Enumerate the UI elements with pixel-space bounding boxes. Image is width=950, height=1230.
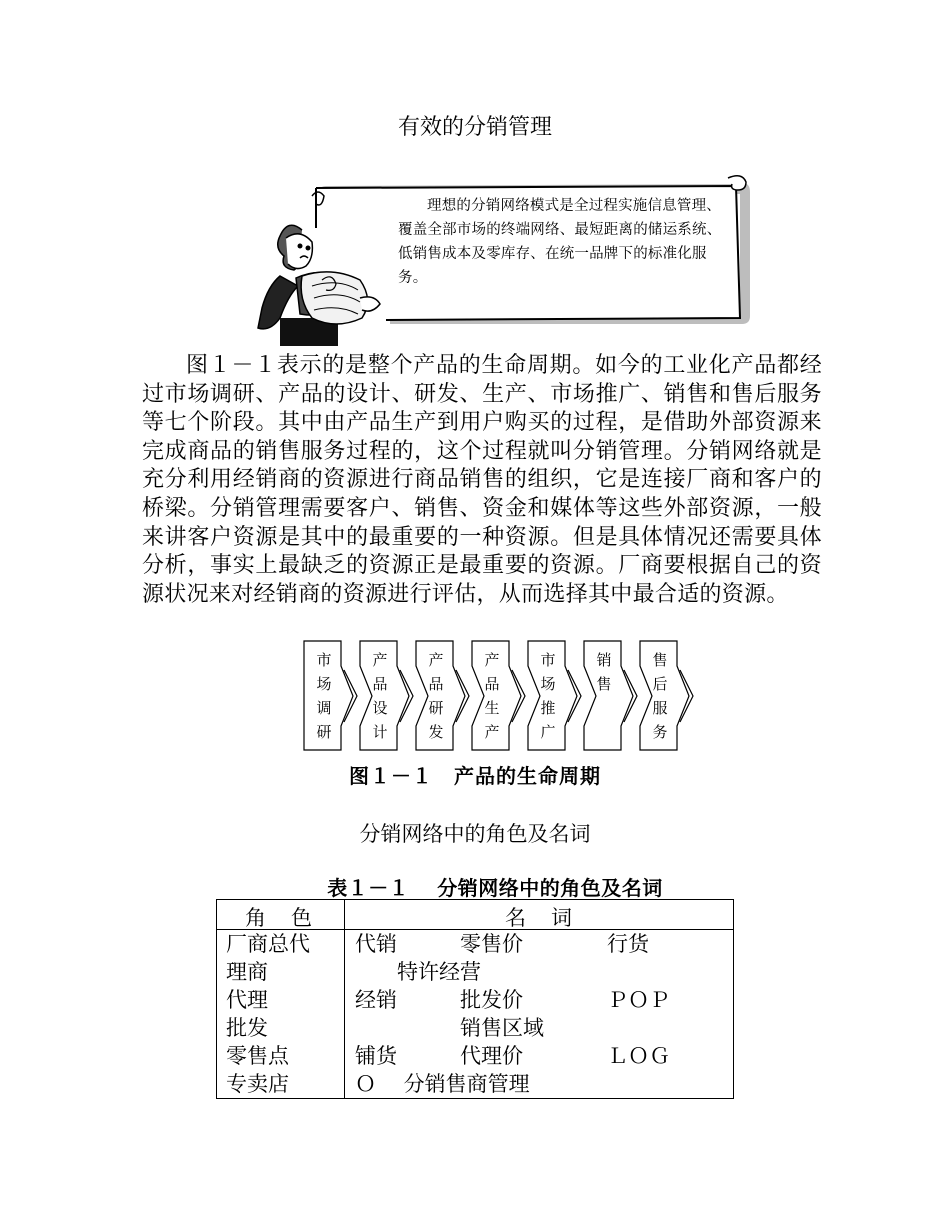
flow-stage-char: 产	[484, 651, 500, 669]
flow-stage-char: 场	[540, 675, 556, 693]
flow-stage-char: 产	[372, 651, 388, 669]
flow-stage-label	[311, 648, 337, 744]
flow-stage-char: 计	[372, 723, 388, 741]
flow-stage-char: 市	[316, 651, 332, 669]
flow-stage-char: 产	[428, 651, 444, 669]
flow-stage-char: 研	[316, 723, 332, 741]
table-terms-line: 铺货 代理价 ＬＯＧ	[355, 1044, 670, 1068]
flow-stage-char: 务	[652, 723, 668, 741]
flow-stage-label	[647, 648, 673, 744]
table-role-cell: 批发	[226, 1016, 268, 1040]
product-lifecycle-diagram	[303, 640, 703, 752]
flow-stage-char: 服	[652, 699, 668, 717]
flow-stage-char: 品	[428, 675, 444, 693]
flow-stage-char: 场	[316, 675, 332, 693]
table-role-cell: 代理	[226, 988, 268, 1012]
flow-stage-label	[423, 648, 449, 744]
figure-caption: 图１－１ 产品的生命周期	[349, 764, 601, 788]
flow-stage-char: 调	[316, 699, 332, 717]
flow-stage-char: 发	[428, 723, 444, 741]
flow-stage-char: 品	[484, 675, 500, 693]
table-terms-line: 经销 批发价 ＰＯＰ	[355, 988, 670, 1012]
flow-stage-label	[367, 648, 393, 744]
flow-stage-char: 广	[540, 723, 556, 741]
table-header-terms: 名 词	[505, 906, 574, 930]
callout-box	[240, 168, 760, 350]
table-role-cell: 厂商总代	[226, 932, 310, 956]
body-paragraph: 图１－１表示的是整个产品的生命周期。如今的工业化产品都经过市场调研、产品的设计、研发、生产、市场推广、销售和售后服务等七个阶段。其中由产品生产到用户购买的过程，是借助外部资源来完成商品的销售服务过程的，这个过程就叫分销管理。分销网络就是充分利用经销商的资源进行商品销售的组织，它是连接厂商和客户的桥梁。分销管理需要客户、销售、资金和媒体等这些外部资源，一般来讲客户资源是其中的最重要的一种资源。但是具体情况还需要具体分析，事实上最缺乏的资源正是最重要的资源。厂商要根据自己的资源状况来对经销商的资源进行评估，从而选择其中最合适的资源。	[142, 353, 822, 607]
table-terms-line: 代销 零售价 行货	[355, 932, 649, 956]
flow-stage-char: 市	[540, 651, 556, 669]
flow-stage-char: 售	[652, 651, 668, 669]
section-title: 分销网络中的角色及名词	[359, 822, 591, 846]
roles-terms-table	[216, 899, 734, 1099]
flow-stage-char: 生	[484, 699, 500, 717]
table-role-cell: 专卖店	[226, 1072, 289, 1096]
table-caption: 表１－１ 分销网络中的角色及名词	[327, 876, 663, 900]
flow-stage-char: 推	[540, 699, 556, 717]
flow-stage-label	[479, 648, 505, 744]
flow-stage-char: 后	[652, 675, 668, 693]
table-role-cell: 零售点	[226, 1044, 289, 1068]
flow-stage-char: 售	[596, 675, 612, 693]
flow-stage-char: 设	[372, 699, 388, 717]
table-terms-line: Ｏ 分销售商管理	[355, 1072, 530, 1096]
callout-text: 理想的分销网络模式是全过程实施信息管理、覆盖全部市场的终端网络、最短距离的储运系统、低销售成本及零库存、在统一品牌下的标准化服务。	[398, 198, 722, 286]
flow-stage-label	[591, 648, 617, 696]
table-header-role: 角 色	[245, 906, 314, 930]
table-terms-line: 特许经营	[355, 960, 481, 984]
flow-stage-char: 研	[428, 699, 444, 717]
page-title: 有效的分销管理	[397, 115, 552, 140]
table-terms-line: 销售区域	[355, 1016, 544, 1040]
flow-stage-char: 销	[596, 651, 612, 669]
flow-stage-char: 产	[484, 723, 500, 741]
flow-stage-label	[535, 648, 561, 744]
table-role-cell: 理商	[226, 960, 268, 984]
flow-stage-char: 品	[372, 675, 388, 693]
